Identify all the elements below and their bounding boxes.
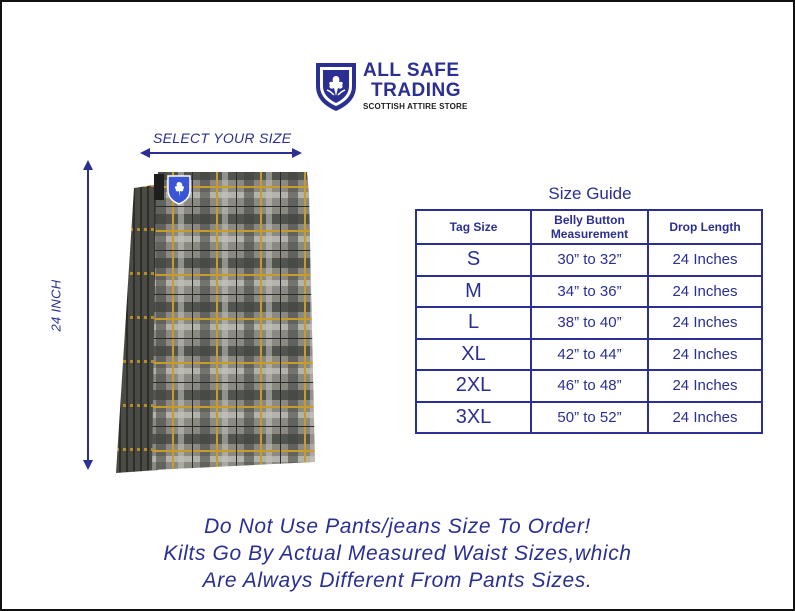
table-header-row <box>416 210 762 244</box>
drop-cell: 24 Inches <box>648 339 762 371</box>
tag-size-cell: L <box>416 307 531 339</box>
brand-tagline: SCOTTISH ATTIRE STORE <box>363 102 468 111</box>
drop-cell: 24 Inches <box>648 307 762 339</box>
belly-cell: 38” to 40” <box>531 307 648 339</box>
thistle-shield-icon <box>313 60 359 112</box>
drop-cell: 24 Inches <box>648 276 762 308</box>
table-row <box>416 402 762 434</box>
sizing-note-line2: Kilts Go By Actual Measured Waist Sizes,which <box>163 542 632 565</box>
belly-cell: 50” to 52” <box>531 402 648 434</box>
tag-size-cell: M <box>416 276 531 308</box>
length-label: 24 INCH <box>48 279 64 332</box>
size-guide-table <box>415 209 763 434</box>
belly-cell: 30” to 32” <box>531 244 648 276</box>
kilt-image <box>112 170 317 475</box>
belly-cell: 34” to 36” <box>531 276 648 308</box>
brand-name-line2: TRADING <box>371 80 462 101</box>
header-drop-length: Drop Length <box>648 210 762 244</box>
drop-cell: 24 Inches <box>648 370 762 402</box>
belly-cell: 42” to 44” <box>531 339 648 371</box>
header-belly-button: Belly Button Measurement <box>531 210 648 244</box>
kilt-badge-icon <box>168 176 190 204</box>
brand-name-line1: ALL SAFE <box>363 60 460 81</box>
sizing-note-line1: Do Not Use Pants/jeans Size To Order! <box>204 515 591 538</box>
drop-cell: 24 Inches <box>648 244 762 276</box>
table-row <box>416 339 762 371</box>
tag-size-cell: 3XL <box>416 402 531 434</box>
table-row <box>416 307 762 339</box>
table-row <box>416 244 762 276</box>
brand-logo <box>313 60 493 116</box>
tag-size-cell: S <box>416 244 531 276</box>
tag-size-cell: 2XL <box>416 370 531 402</box>
size-guide-title: Size Guide <box>548 184 632 203</box>
select-size-label: SELECT YOUR SIZE <box>153 130 292 146</box>
drop-cell: 24 Inches <box>648 402 762 434</box>
table-row <box>416 370 762 402</box>
sizing-note-line3: Are Always Different From Pants Sizes. <box>202 569 593 592</box>
belly-cell: 46” to 48” <box>531 370 648 402</box>
tag-size-cell: XL <box>416 339 531 371</box>
table-row <box>416 276 762 308</box>
header-tag-size: Tag Size <box>416 210 531 244</box>
